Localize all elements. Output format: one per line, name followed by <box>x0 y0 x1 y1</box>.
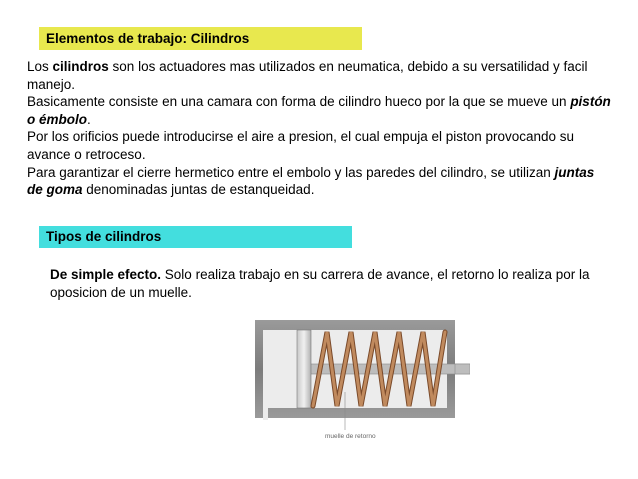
simple-effect-description: De simple efecto. Solo realiza trabajo en su carrera de avance, el retorno lo realiza por la oposicion de un muelle. <box>50 267 590 300</box>
paragraph-orificios: Por los orificios puede introducirse el aire a presion, el cual empuja el piston provocando su avance o retroceso. <box>27 129 575 162</box>
piston-rod <box>303 364 470 374</box>
term-cilindros: cilindros <box>52 59 109 74</box>
figure-caption: muelle de retorno <box>325 433 376 440</box>
simple-effect-label: De simple efecto. <box>50 267 162 282</box>
paragraph-juntas: Para garantizar el cierre hermetico entre el embolo y las paredes del cilindro, se utilizan juntas de goma denominadas juntas de estanqueidad. <box>27 164 595 198</box>
air-port <box>263 408 268 420</box>
term-juntas: juntas de goma <box>27 164 595 198</box>
section-title: Elementos de trabajo: Cilindros <box>39 27 362 50</box>
term-piston: pistón o émbolo <box>27 94 611 127</box>
piston <box>297 330 311 408</box>
paragraph-cilindros: Los cilindros son los actuadores mas utilizados en neumatica, debido a su versatilidad y facil manejo. <box>27 59 588 92</box>
paragraph-piston: Basicamente consiste en una camara con forma de cilindro hueco por la que se mueve un pistón o émbolo. <box>27 94 611 127</box>
cylinder-diagram <box>255 318 470 448</box>
body-text <box>27 58 612 199</box>
subsection-title: Tipos de cilindros <box>39 226 352 248</box>
